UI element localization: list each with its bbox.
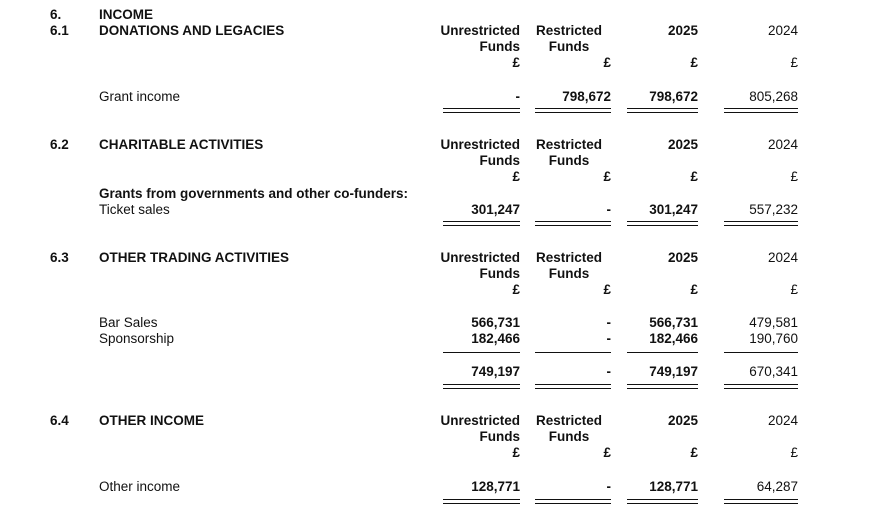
col-header-currency: £ (690, 169, 698, 184)
col-header-year-current: 2025 (667, 413, 698, 428)
double-underline (443, 384, 520, 389)
subtotal-line (443, 352, 520, 353)
col-header-currency: £ (603, 445, 611, 460)
subheading: Grants from governments and other co-funders: (99, 186, 409, 201)
col-header-year-prior: 2024 (767, 413, 798, 428)
cell-restricted: 798,672 (562, 89, 611, 104)
row-label: Ticket sales (99, 202, 170, 217)
col-header-funds: Funds (479, 429, 520, 444)
col-header-currency: £ (512, 55, 520, 70)
col-header-funds: Funds (548, 429, 590, 444)
col-header-unrestricted: Unrestricted (440, 250, 520, 265)
double-underline (724, 221, 798, 226)
col-header-year-current: 2025 (667, 250, 698, 265)
cell-restricted: - (606, 331, 611, 346)
double-underline (627, 499, 698, 504)
cell-prior: 64,287 (756, 479, 798, 494)
col-header-currency: £ (690, 445, 698, 460)
row-label: Sponsorship (99, 331, 175, 346)
col-header-currency: £ (603, 169, 611, 184)
col-header-unrestricted: Unrestricted (440, 23, 520, 38)
section-number: 6.3 (50, 250, 69, 265)
double-underline (443, 108, 520, 113)
subtotal-line (535, 352, 611, 353)
col-header-year-current: 2025 (667, 23, 698, 38)
col-header-restricted: Restricted (535, 23, 603, 38)
col-header-year-current: 2025 (667, 137, 698, 152)
cell-current: 798,672 (649, 89, 698, 104)
col-header-currency: £ (790, 282, 798, 297)
double-underline (535, 499, 611, 504)
cell-current: 301,247 (649, 202, 698, 217)
section-title: OTHER INCOME (99, 413, 205, 428)
col-header-funds: Funds (479, 266, 520, 281)
col-header-year-prior: 2024 (767, 23, 798, 38)
col-header-currency: £ (790, 169, 798, 184)
col-header-funds: Funds (479, 39, 520, 54)
cell-unrestricted: 128,771 (471, 479, 520, 494)
col-header-restricted: Restricted (535, 250, 603, 265)
col-header-currency: £ (790, 445, 798, 460)
col-header-year-prior: 2024 (767, 250, 798, 265)
section-number: 6.1 (50, 23, 69, 38)
col-header-funds: Funds (548, 266, 590, 281)
total-prior: 670,341 (749, 364, 798, 379)
col-header-currency: £ (790, 55, 798, 70)
cell-unrestricted: - (515, 89, 520, 104)
double-underline (724, 384, 798, 389)
cell-current: 128,771 (649, 479, 698, 494)
double-underline (627, 108, 698, 113)
col-header-currency: £ (690, 282, 698, 297)
section-number: 6.4 (50, 413, 69, 428)
col-header-currency: £ (603, 282, 611, 297)
note-title: INCOME (99, 7, 153, 22)
cell-unrestricted: 182,466 (471, 331, 520, 346)
row-label: Grant income (99, 89, 181, 104)
col-header-restricted: Restricted (535, 413, 603, 428)
section-number: 6.2 (50, 137, 69, 152)
double-underline (535, 384, 611, 389)
cell-unrestricted: 566,731 (471, 315, 520, 330)
section-title: OTHER TRADING ACTIVITIES (99, 250, 290, 265)
cell-prior: 190,760 (749, 331, 798, 346)
col-header-currency: £ (512, 282, 520, 297)
double-underline (535, 221, 611, 226)
col-header-restricted: Restricted (535, 137, 603, 152)
col-header-currency: £ (690, 55, 698, 70)
total-restricted: - (606, 364, 611, 379)
col-header-currency: £ (512, 445, 520, 460)
double-underline (724, 499, 798, 504)
section-title: DONATIONS AND LEGACIES (99, 23, 285, 38)
cell-restricted: - (606, 479, 611, 494)
cell-current: 182,466 (649, 331, 698, 346)
col-header-year-prior: 2024 (767, 137, 798, 152)
total-current: 749,197 (649, 364, 698, 379)
cell-restricted: - (606, 315, 611, 330)
double-underline (443, 499, 520, 504)
double-underline (627, 384, 698, 389)
cell-unrestricted: 301,247 (471, 202, 520, 217)
col-header-currency: £ (603, 55, 611, 70)
col-header-funds: Funds (548, 153, 590, 168)
col-header-funds: Funds (479, 153, 520, 168)
cell-restricted: - (606, 202, 611, 217)
double-underline (535, 108, 611, 113)
section-title: CHARITABLE ACTIVITIES (99, 137, 264, 152)
double-underline (627, 221, 698, 226)
col-header-funds: Funds (548, 39, 590, 54)
subtotal-line (627, 352, 698, 353)
double-underline (443, 221, 520, 226)
cell-prior: 805,268 (749, 89, 798, 104)
cell-current: 566,731 (649, 315, 698, 330)
row-label: Other income (99, 479, 181, 494)
col-header-unrestricted: Unrestricted (440, 137, 520, 152)
cell-prior: 479,581 (749, 315, 798, 330)
cell-prior: 557,232 (749, 202, 798, 217)
row-label: Bar Sales (99, 315, 158, 330)
subtotal-line (724, 352, 798, 353)
col-header-currency: £ (512, 169, 520, 184)
double-underline (724, 108, 798, 113)
note-number: 6. (50, 7, 62, 22)
total-unrestricted: 749,197 (471, 364, 520, 379)
col-header-unrestricted: Unrestricted (440, 413, 520, 428)
